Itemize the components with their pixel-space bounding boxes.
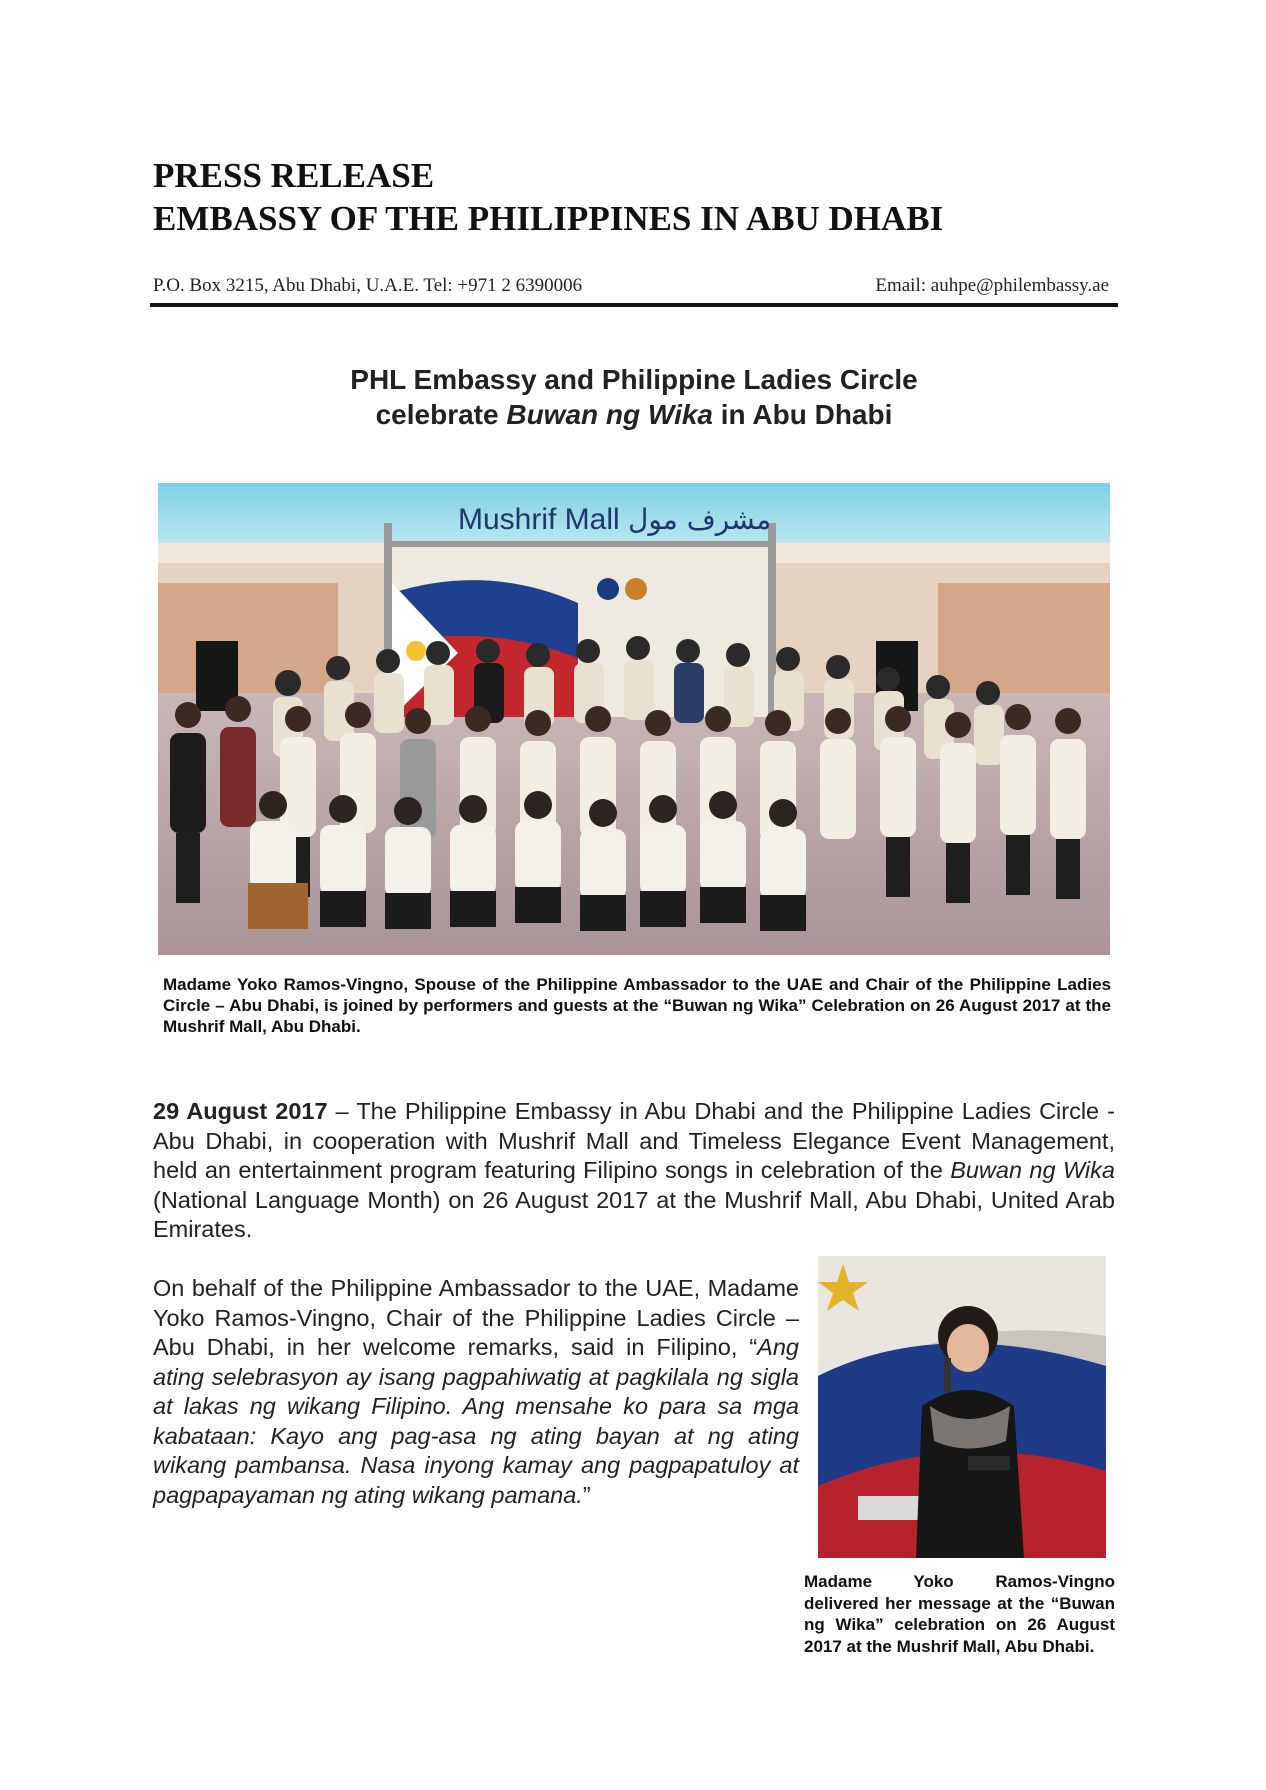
letterhead-line-1: PRESS RELEASE: [153, 156, 435, 195]
headline: [150, 362, 1118, 432]
p1-text-b: (National Language Month) on 26 August 2017 at the Mushrif Mall, Abu Dhabi, United Arab Emirates.: [153, 1186, 1115, 1242]
body-paragraph-1: [153, 1097, 1115, 1245]
headline-line-2: [150, 397, 1118, 432]
mall-sign-english: Mushrif Mall: [458, 503, 620, 536]
headline-pre: celebrate: [375, 399, 507, 430]
main-photo-caption: Madame Yoko Ramos-Vingno, Spouse of the Philippine Ambassador to the UAE and Chair of the Philippine Ladies Circle – Abu Dhabi, is joined by performers and guests at the “Buwan ng Wika” Celebration on 26 August 2017 at the Mushrif Mall, Abu Dhabi.: [163, 975, 1111, 1036]
header-divider: [150, 303, 1118, 307]
email-text: Email: auhpe@philembassy.ae: [875, 275, 1109, 296]
letterhead-line-2: EMBASSY OF THE PHILIPPINES IN ABU DHABI: [153, 199, 944, 238]
letterhead-title: [153, 154, 943, 240]
speaker-photo-caption: Madame Yoko Ramos-Vingno delivered her message at the “Buwan ng Wika” celebration on 26 August 2017 at the Mushrif Mall, Abu Dhabi.: [804, 1572, 1115, 1656]
p2-text-a: On behalf of the Philippine Ambassador to the UAE, Madame Yoko Ramos-Vingno, Chair of the Philippine Ladies Circle – Abu Dhabi, in her welcome remarks, said in Filipino, “: [153, 1275, 799, 1360]
p2-end: ”: [582, 1481, 591, 1508]
p1-text-a: – The Philippine Embassy in Abu Dhabi and the Philippine Ladies Circle - Abu Dhabi, in cooperation with Mushrif Mall and Timeless Elegance Event Management, held an entertainment program featuring Filipino songs in celebration of the: [153, 1098, 1115, 1183]
group-photo: [158, 483, 1110, 955]
address-text: P.O. Box 3215, Abu Dhabi, U.A.E. Tel: +971 2 6390006: [153, 275, 583, 296]
p2-quote: Ang ating selebrasyon ay isang pagpahiwatig at pagkilala ng sigla at lakas ng wikang Filipino. Ang mensahe ko para sa mga kabataan: Kayo ang pag-asa ng ating bayan at ng ating wikang pambansa. Nasa inyong kamay ang pagpapatuloy at pagpapayaman ng ating wikang pamana.: [153, 1334, 799, 1508]
body-paragraph-2: [153, 1274, 799, 1510]
speaker-photo: [818, 1256, 1106, 1558]
p1-italic: Buwan ng Wika: [950, 1157, 1115, 1183]
headline-italic: Buwan ng Wika: [506, 399, 713, 430]
headline-line-1: PHL Embassy and Philippine Ladies Circle: [350, 364, 918, 395]
headline-post: in Abu Dhabi: [713, 399, 893, 430]
mall-sign-arabic: مشرف مول: [628, 503, 772, 536]
release-date: 29 August 2017: [153, 1098, 328, 1124]
